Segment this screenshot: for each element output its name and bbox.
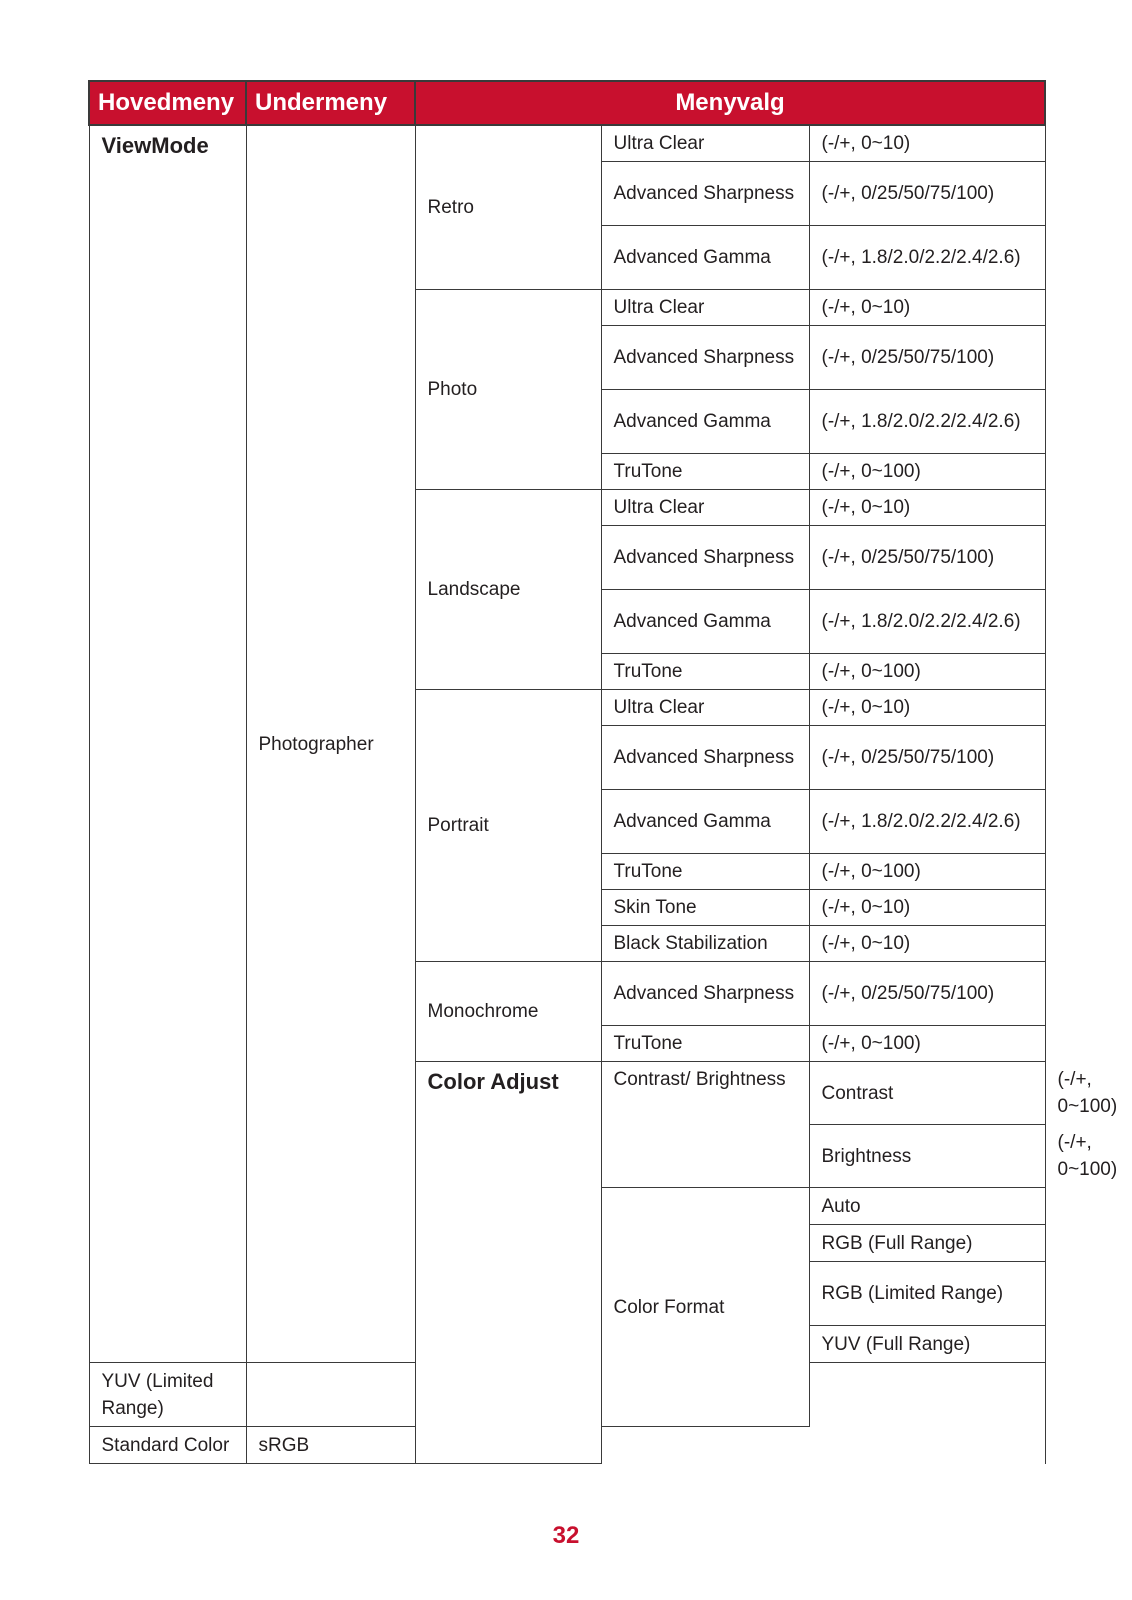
- submenu-standard-color: Standard Color: [89, 1427, 246, 1464]
- option-label: Skin Tone: [601, 890, 809, 926]
- mode-photo: Photo: [415, 290, 601, 490]
- option-value: (-/+, 0~10): [809, 926, 1045, 962]
- option-value: (-/+, 1.8/2.0/2.2/2.4/2.6): [809, 790, 1045, 854]
- option-value: (-/+, 0~10): [809, 690, 1045, 726]
- option-label: TruTone: [601, 454, 809, 490]
- option-label: TruTone: [601, 654, 809, 690]
- option-label: Advanced Sharpness: [601, 726, 809, 790]
- option-label: Auto: [809, 1188, 1045, 1225]
- option-label: Ultra Clear: [601, 490, 809, 526]
- option-value: (-/+, 0~10): [809, 490, 1045, 526]
- option-value: (-/+, 0~100): [809, 454, 1045, 490]
- option-value: (-/+, 0~10): [809, 890, 1045, 926]
- option-value: (-/+, 0~100): [809, 1026, 1045, 1062]
- option-label: sRGB: [246, 1427, 415, 1464]
- option-label: Advanced Sharpness: [601, 526, 809, 590]
- option-label: Advanced Gamma: [601, 390, 809, 454]
- mode-monochrome: Monochrome: [415, 962, 601, 1062]
- option-label: Ultra Clear: [601, 690, 809, 726]
- main-menu-viewmode: ViewMode: [89, 125, 246, 1363]
- option-value: (-/+, 0/25/50/75/100): [809, 726, 1045, 790]
- option-label: Contrast: [809, 1062, 1045, 1125]
- header-row: [89, 81, 1045, 125]
- option-label: Advanced Sharpness: [601, 326, 809, 390]
- option-label: RGB (Full Range): [809, 1225, 1045, 1262]
- option-label: Advanced Gamma: [601, 590, 809, 654]
- header-menu-options: Menyvalg: [415, 81, 1045, 125]
- option-label: Advanced Gamma: [601, 226, 809, 290]
- option-label: Advanced Gamma: [601, 790, 809, 854]
- option-value: (-/+, 0~100): [809, 654, 1045, 690]
- option-label: Advanced Sharpness: [601, 162, 809, 226]
- option-label: Black Stabilization: [601, 926, 809, 962]
- option-label: TruTone: [601, 1026, 809, 1062]
- header-submenu: Undermeny: [246, 81, 415, 125]
- option-label: YUV (Full Range): [809, 1326, 1045, 1363]
- submenu-photographer: Photographer: [246, 125, 415, 1363]
- submenu-color-format: Color Format: [601, 1188, 809, 1427]
- option-value: (-/+, 0/25/50/75/100): [809, 962, 1045, 1026]
- mode-portrait: Portrait: [415, 690, 601, 962]
- mode-landscape: Landscape: [415, 490, 601, 690]
- submenu-contrast-brightness: Contrast/ Brightness: [601, 1062, 809, 1188]
- option-value: (-/+, 1.8/2.0/2.2/2.4/2.6): [809, 390, 1045, 454]
- option-label: Ultra Clear: [601, 290, 809, 326]
- option-label: Brightness: [809, 1125, 1045, 1188]
- option-value: (-/+, 1.8/2.0/2.2/2.4/2.6): [809, 226, 1045, 290]
- menu-table: Hovedmeny Undermeny Menyvalg ViewMode Photographer Retro Ultra Clear (-/+, 0~10) Advanced Sharpness (-/+, 0/25/50/75/100) Advanced Gamma (-/+, 1.8/2.0/2.2/2.4/2.6) Photo Ultra Clear (-/+, 0~10) Advanced Sharpness (-/+, 0/25/50/75/100) Advanced Gamma (-/+, 1.8/2.0/2.2/2.4/2.6) TruTone (-/+, 0~100) Landscape Ultra Clear (-/+, 0~10) Advanced Sharpness (-/+, 0/25/50/75/100) Advanced Gamma (-/+, 1.8/2.0/2.2/2.4/2.6) TruTone (-/+, 0~100) Portrait Ultra Clear (-/+, 0~10) Advanced Sharpness (-/+, 0/25/50/75/100) Advanced Gamma (-/+, 1.8/2.0/2.2/2.4/2.6) TruTone (-/+, 0~100) Skin Tone (-/+, 0~10) Black Stabilization (-/+, 0~10) Monochrome Advanced Sharpness (-/+, 0/25/50/75/100) TruTone (-/+, 0~100) Color Adjust Contrast/ Brightness Contrast (-/+, 0~100) Brightness (-/+, 0~100) Color Format Auto RGB (Full Range) RGB (Limited Range) YUV (Full Range) YUV (Limited Range) Standard Color sRGB: [88, 80, 1046, 1464]
- option-label: TruTone: [601, 854, 809, 890]
- option-value: (-/+, 0~10): [809, 290, 1045, 326]
- option-label: Ultra Clear: [601, 125, 809, 162]
- option-value: (-/+, 0~10): [809, 125, 1045, 162]
- option-label: Advanced Sharpness: [601, 962, 809, 1026]
- option-value: (-/+, 0/25/50/75/100): [809, 162, 1045, 226]
- page-number: 32: [552, 1522, 580, 1549]
- mode-retro: Retro: [415, 125, 601, 290]
- option-value: (-/+, 1.8/2.0/2.2/2.4/2.6): [809, 590, 1045, 654]
- option-value: (-/+, 0/25/50/75/100): [809, 526, 1045, 590]
- option-label: YUV (Limited Range): [89, 1363, 246, 1427]
- option-label: RGB (Limited Range): [809, 1262, 1045, 1326]
- option-value: (-/+, 0~100): [809, 854, 1045, 890]
- header-main-menu: Hovedmeny: [89, 81, 246, 125]
- main-menu-color-adjust: Color Adjust: [415, 1062, 601, 1464]
- option-value: (-/+, 0/25/50/75/100): [809, 326, 1045, 390]
